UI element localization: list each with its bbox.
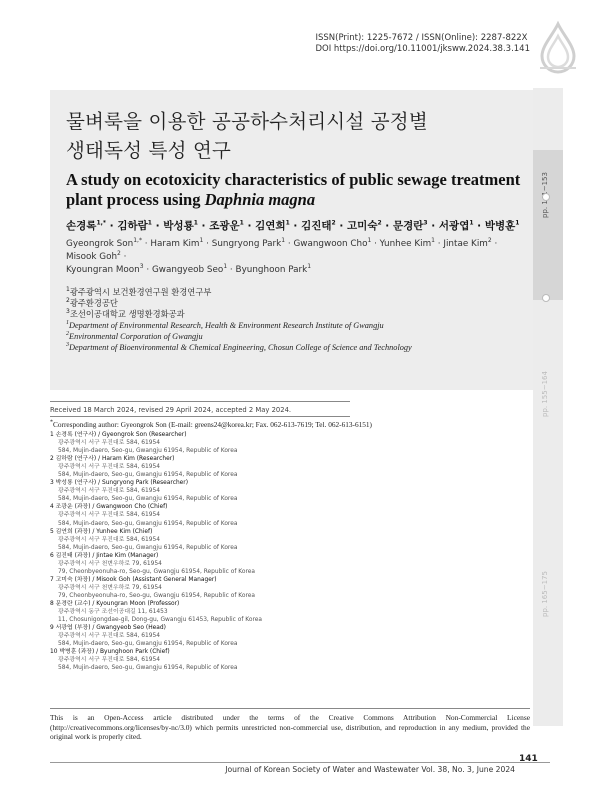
author-sup: 1: [147, 219, 152, 227]
journal-citation: Journal of Korean Society of Water and Wastewater Vol. 38, No. 3, June 2024: [225, 765, 515, 774]
author-name-ko: 박성룡: [163, 220, 194, 232]
author-sup: 1: [307, 263, 312, 271]
author-sup: 3: [423, 219, 428, 227]
author-sup: 3: [139, 263, 144, 271]
author-name-ko: 김하람: [117, 220, 148, 232]
affiliation-list: [66, 287, 526, 353]
author-detail-name: 5 김연희 (과장) / Yunhee Kim (Chief): [50, 528, 153, 535]
author-detail-address-en: 584, Mujin-daero, Seo-gu, Gwangju 61954, Republic of Korea: [58, 544, 238, 551]
author-name-en: Misook Goh: [66, 252, 118, 262]
affiliation-num: 3: [66, 342, 69, 349]
author-detail-address-en: 584, Mujin-daero, Seo-gu, Gwangju 61954, Republic of Korea: [58, 665, 238, 672]
author-detail-address-en: 79, Cheonbyeonuha-ro, Seo-gu, Gwangju 61954, Republic of Korea: [58, 592, 255, 599]
side-tab-middle: pp. 155~164: [541, 371, 549, 417]
author-detail-name: 6 김진태 (과장) / Jintae Kim (Manager): [50, 552, 159, 559]
affiliation-ko: [66, 298, 526, 309]
affiliation-text: Environmental Corporation of Gwangju: [69, 332, 203, 341]
affiliation-en: [66, 342, 526, 353]
author-detail-name: 1 손경록 (연구사) / Gyeongrok Son (Researcher): [50, 432, 187, 438]
author-name-ko: 서광엽: [438, 220, 470, 232]
english-title: [66, 170, 521, 210]
divider: [50, 416, 350, 417]
side-tab-dot-icon: [542, 193, 550, 201]
author-detail-address-en: 11, Chosunigongdae-gil, Dong-gu, Gwangju 61453, Republic of Korea: [58, 617, 262, 624]
author-sup: 1: [199, 237, 204, 245]
author-detail-address-ko: 광주광역시 서구 무진대로 584, 61954: [58, 440, 160, 447]
affiliation-en: [66, 320, 526, 331]
author-name-en: Sungryong Park: [211, 239, 282, 249]
author-name-en: Gyeongrok Son: [66, 239, 134, 249]
korean-title: [66, 107, 506, 165]
korean-title-line1: 물벼룩을 이용한 공공하수처리시설 공정별: [66, 110, 428, 133]
author-name-en: Jintae Kim: [443, 239, 488, 249]
author-name-ko: 손경록: [66, 220, 97, 232]
author-detail-name: 9 서광엽 (부장) / Gwangyeob Seo (Head): [50, 625, 166, 632]
author-sup: 1: [223, 263, 228, 271]
author-name-ko: 고미숙: [347, 220, 378, 232]
author-sup: 1,*: [133, 237, 142, 245]
author-sup: 1: [367, 237, 372, 245]
author-sup: 1: [469, 219, 474, 227]
affiliation-num: 1: [66, 286, 70, 294]
doi-line: DOI https://doi.org/10.11001/jksww.2024.38.3.141: [315, 44, 530, 54]
author-name-en: Gwangwoon Cho: [293, 239, 368, 249]
author-detail-address-ko: 광주광역시 서구 천변우하로 79, 61954: [58, 584, 162, 591]
author-sup: 1: [515, 219, 520, 227]
author-detail-name: 2 김하람 (연구사) / Haram Kim (Researcher): [50, 456, 175, 463]
author-detail-address-ko: 광주광역시 서구 천변우하로 79, 61954: [58, 560, 162, 567]
affiliation-text: 광주광역시 보건환경연구원 환경연구부: [69, 287, 212, 297]
author-sup: 2: [377, 219, 382, 227]
author-detail-address-ko: 광주광역시 서구 무진대로 584, 61954: [58, 536, 160, 543]
received-dates: Received 18 March 2024, revised 29 April 2024, accepted 2 May 2024.: [50, 406, 292, 414]
author-sup: 1: [285, 219, 290, 227]
author-detail-name: 3 박성룡 (연구사) / Sungryong Park (Researcher): [50, 480, 189, 487]
author-detail-address-en: 584, Mujin-daero, Seo-gu, Gwangju 61954, Republic of Korea: [58, 520, 238, 527]
author-detail-address-en: 584, Mujin-daero, Seo-gu, Gwangju 61954, Republic of Korea: [58, 472, 238, 479]
affiliation-ko: [66, 309, 526, 320]
author-detail-name: 8 문경란 (교수) / Kyoungran Moon (Professor): [50, 600, 180, 607]
author-detail-address-en: 584, Mujin-daero, Seo-gu, Gwangju 61954, Republic of Korea: [58, 496, 238, 503]
author-sup: 2: [487, 237, 492, 245]
corresponding-author: *Corresponding author: Gyeongrok Son (E-mail: greens24@korea.kr; Fax. 062-613-7619; Tel. 062-613-6151): [50, 419, 372, 429]
page-number: 141: [519, 754, 538, 764]
author-name-ko: 김연희: [255, 220, 286, 232]
author-detail-address-ko: 광주광역시 서구 무진대로 584, 61954: [58, 464, 160, 471]
affiliation-num: 2: [66, 297, 70, 305]
affiliation-num: 1: [66, 320, 69, 327]
author-sup: 1: [193, 219, 198, 227]
korean-author-list: 손경록$^{1,*}$ · 김하람$^1$ · 박성룡$^1$ · 조광운$^1$ · 김연희$^1$ · 김진태$^2$ · 고미숙$^2$ · 문경란$^3$ · 서광엽$^1$ · 박병훈$^1$: [66, 219, 520, 232]
author-name-ko: 문경란: [392, 220, 424, 232]
author-detail-address-ko: 광주광역시 서구 무진대로 584, 61954: [58, 633, 160, 640]
author-sup: 1,*: [96, 219, 107, 227]
footer-rule: [50, 762, 550, 763]
author-detail-address-en: 584, Mujin-daero, Seo-gu, Gwangju 61954, Republic of Korea: [58, 641, 238, 648]
author-name-ko: 조광운: [209, 220, 240, 232]
author-sup: 2: [331, 219, 336, 227]
issn-block: [315, 33, 530, 55]
issn-line: ISSN(Print): 1225-7672 / ISSN(Online): 2287-822X: [315, 33, 528, 43]
author-detail-list: [50, 431, 530, 672]
english-title-main: A study on ecotoxicity characteristics of public sewage treatment plant process using: [66, 170, 521, 209]
author-name-en: Byunghoon Park: [235, 265, 308, 275]
side-tab-lower: pp. 165~175: [541, 571, 549, 617]
english-author-list: Gyeongrok Son$^{1,*}$ · Haram Kim$^1$ · Sungryong Park$^1$ · Gwangwoon Cho$^1$ · Yunhee Kim$^1$ · Jintae Kim$^2$ · Misook Goh$^2$ · Kyoungran Moon$^3$ · Gwangyeob Seo$^1$ · Byunghoon Park$^1$: [66, 237, 498, 275]
english-title-species: Daphnia magna: [204, 190, 316, 209]
author-detail-address-ko: 광주광역시 동구 조선이공대길 11, 61453: [58, 609, 168, 616]
author-detail-name: 4 조광운 (과장) / Gwangwoon Cho (Chief): [50, 504, 168, 511]
author-name-en: Kyoungran Moon: [66, 265, 140, 275]
license-statement: This is an Open-Access article distributed under the terms of the Creative Commons Attribution Non-Commercial License (http://creativecommons.org/licenses/by-nc/3.0) which permits unrestricted non-commercial use, distribution, and reproduction in any medium, provided the original work is properly cited.: [50, 713, 530, 741]
affiliation-num: 2: [66, 331, 69, 338]
affiliation-text: Department of Environmental Research, Health & Environment Research Institute of Gwangju: [69, 321, 384, 330]
affiliation-text: Department of Bioenvironmental & Chemical Engineering, Chosun College of Science and Technology: [69, 343, 412, 352]
author-detail-address-ko: 광주광역시 서구 무진대로 584, 61954: [58, 657, 160, 664]
author-name-en: Haram Kim: [150, 239, 200, 249]
author-detail-name: 10 박병훈 (과장) / Byunghoon Park (Chief): [50, 649, 170, 656]
author-sup: 2: [117, 250, 121, 258]
affiliation-num: 3: [66, 308, 70, 316]
divider: [50, 401, 350, 402]
journal-logo-icon: [534, 20, 582, 74]
side-tab-dot-icon: [542, 294, 550, 302]
affiliation-text: 조선이공대학교 생명환경화공과: [69, 309, 185, 319]
affiliation-en: [66, 331, 526, 342]
author-detail-address-ko: 광주광역시 서구 무진대로 584, 61954: [58, 488, 160, 495]
author-sup: 1: [239, 219, 244, 227]
author-name-ko: 박병훈: [484, 220, 516, 232]
divider: [50, 708, 530, 709]
author-sup: 1: [281, 237, 286, 245]
author-sup: 1: [431, 237, 435, 245]
corresponding-text: Corresponding author: Gyeongrok Son (E-mail: greens24@korea.kr; Fax. 062-613-7619; Tel. 062-613-6151): [53, 420, 372, 429]
author-name-ko: 김진태: [301, 220, 332, 232]
affiliation-text: 광주환경공단: [69, 298, 118, 308]
author-detail-address-ko: 광주광역시 서구 무진대로 584, 61954: [58, 512, 160, 519]
author-detail-name: 7 고미숙 (차장) / Misook Goh (Assistant General Manager): [50, 576, 217, 583]
author-name-en: Gwangyeob Seo: [151, 265, 224, 275]
affiliation-ko: [66, 287, 526, 298]
author-detail-address-en: 584, Mujin-daero, Seo-gu, Gwangju 61954, Republic of Korea: [58, 448, 238, 455]
korean-title-line2: 생태독성 특성 연구: [66, 139, 232, 162]
author-name-en: Yunhee Kim: [379, 239, 432, 249]
author-detail-address-en: 79, Cheonbyeonuha-ro, Seo-gu, Gwangju 61954, Republic of Korea: [58, 568, 255, 575]
